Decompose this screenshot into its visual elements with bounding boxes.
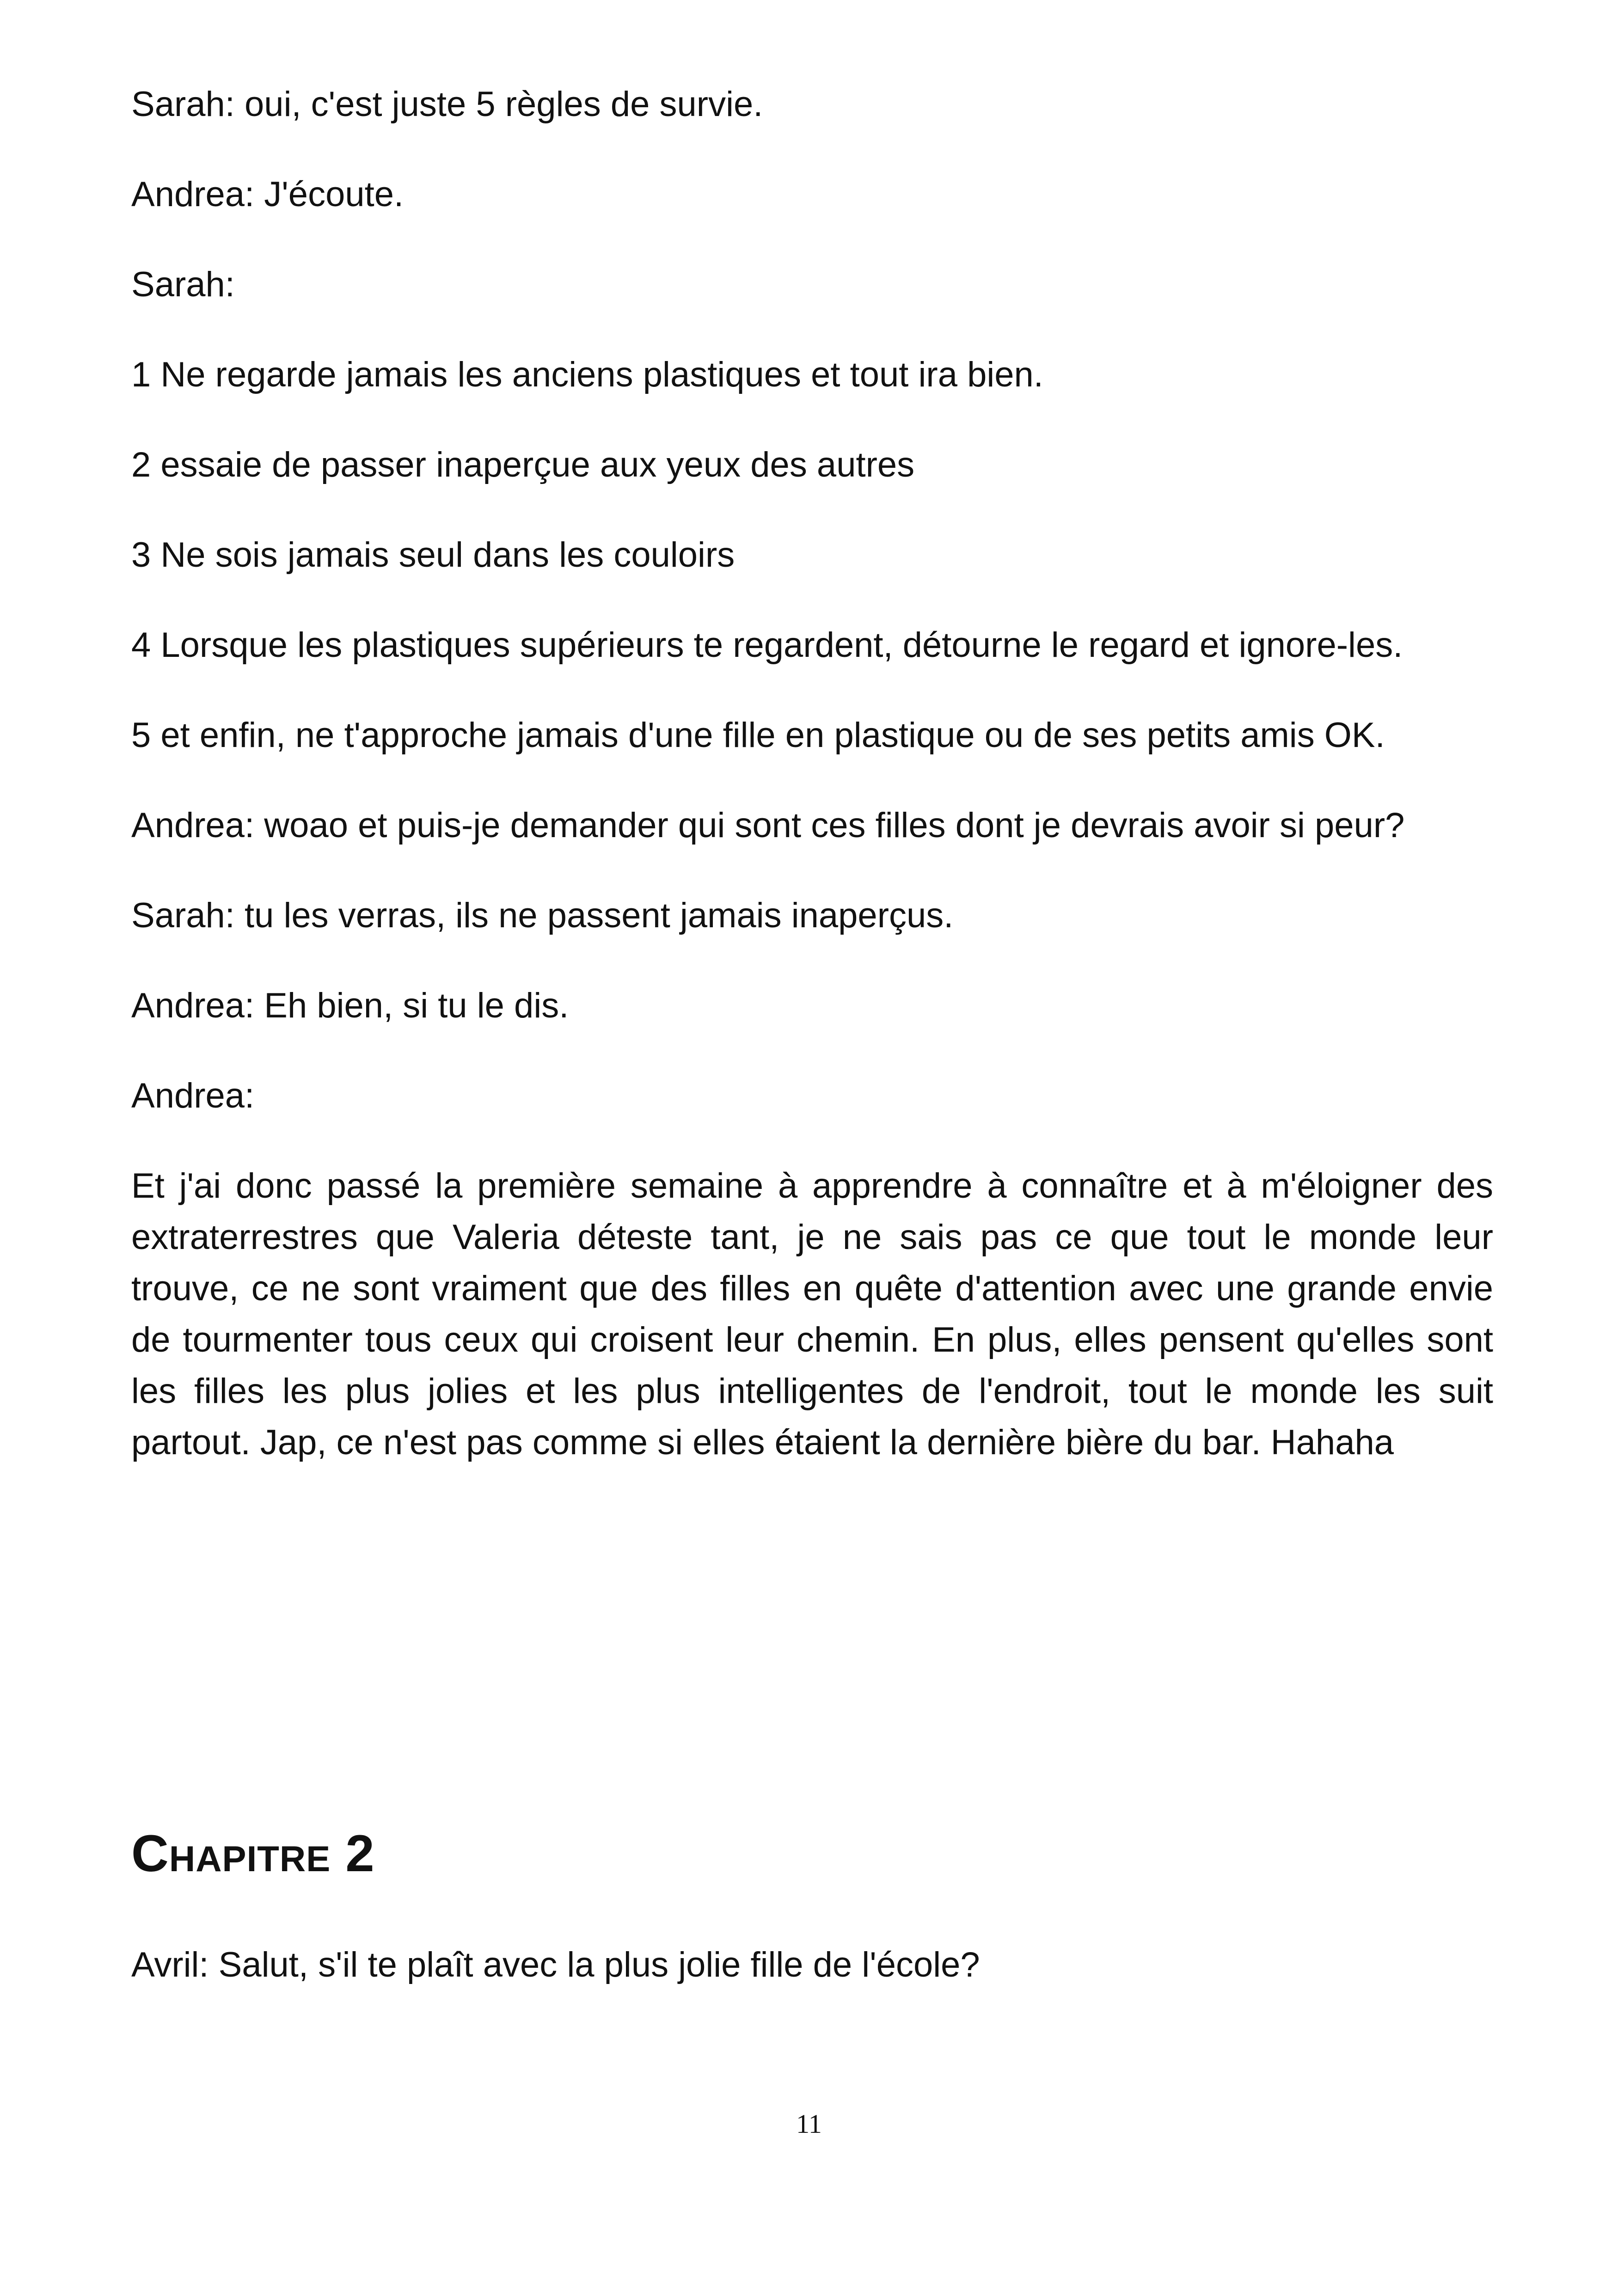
body-text [131, 79, 1493, 1468]
paragraph-andrea-question: Andrea: woao et puis-je demander qui sont ces filles dont je devrais avoir si peur? [131, 806, 1405, 845]
page-number: 11 [796, 2109, 822, 2139]
rule-4: 4 Lorsque les plastiques supérieurs te regardent, détourne le regard et ignore-les. [131, 625, 1403, 665]
rule-2: 2 essaie de passer inaperçue aux yeux des autres [131, 445, 915, 484]
rule-1: 1 Ne regarde jamais les anciens plastiques et tout ira bien. [131, 355, 1043, 394]
chapter-first-line: Avril: Salut, s'il te plaît avec la plus jolie fille de l'école? [131, 1945, 980, 1984]
paragraph-andrea-narration: Et j'ai donc passé la première semaine à apprendre à connaître et à m'éloigner des extraterrestres que Valeria déteste tant, je ne sais pas ce que tout le monde leur trouve, ce ne sont vraiment que des filles en quête d'attention avec une grande envie de tourmenter tous ceux qui croisent leur chemin. En plus, elles pensent qu'elles sont les filles les plus jolies et les plus intelligentes de l'endroit, tout le monde les suit partout. Jap, ce n'est pas comme si elles étaient la dernière bière du bar. Hahaha [131, 1166, 1493, 1462]
paragraph-andrea-reply: Andrea: Eh bien, si tu le dis. [131, 986, 569, 1025]
chapter-heading: Chapitre 2 [131, 1825, 375, 1882]
rule-5: 5 et enfin, ne t'approche jamais d'une fille en plastique ou de ses petits amis OK. [131, 716, 1385, 755]
paragraph-sarah-answer: Sarah: tu les verras, ils ne passent jamais inaperçus. [131, 896, 954, 935]
paragraph-andrea-listening: Andrea: J'écoute. [131, 175, 404, 214]
paragraph-andrea-speaker: Andrea: [131, 1076, 255, 1115]
paragraph-sarah-speaker: Sarah: [131, 265, 235, 304]
rule-3: 3 Ne sois jamais seul dans les couloirs [131, 535, 735, 575]
paragraph-sarah-rules-intro: Sarah: oui, c'est juste 5 règles de survie. [131, 85, 763, 124]
